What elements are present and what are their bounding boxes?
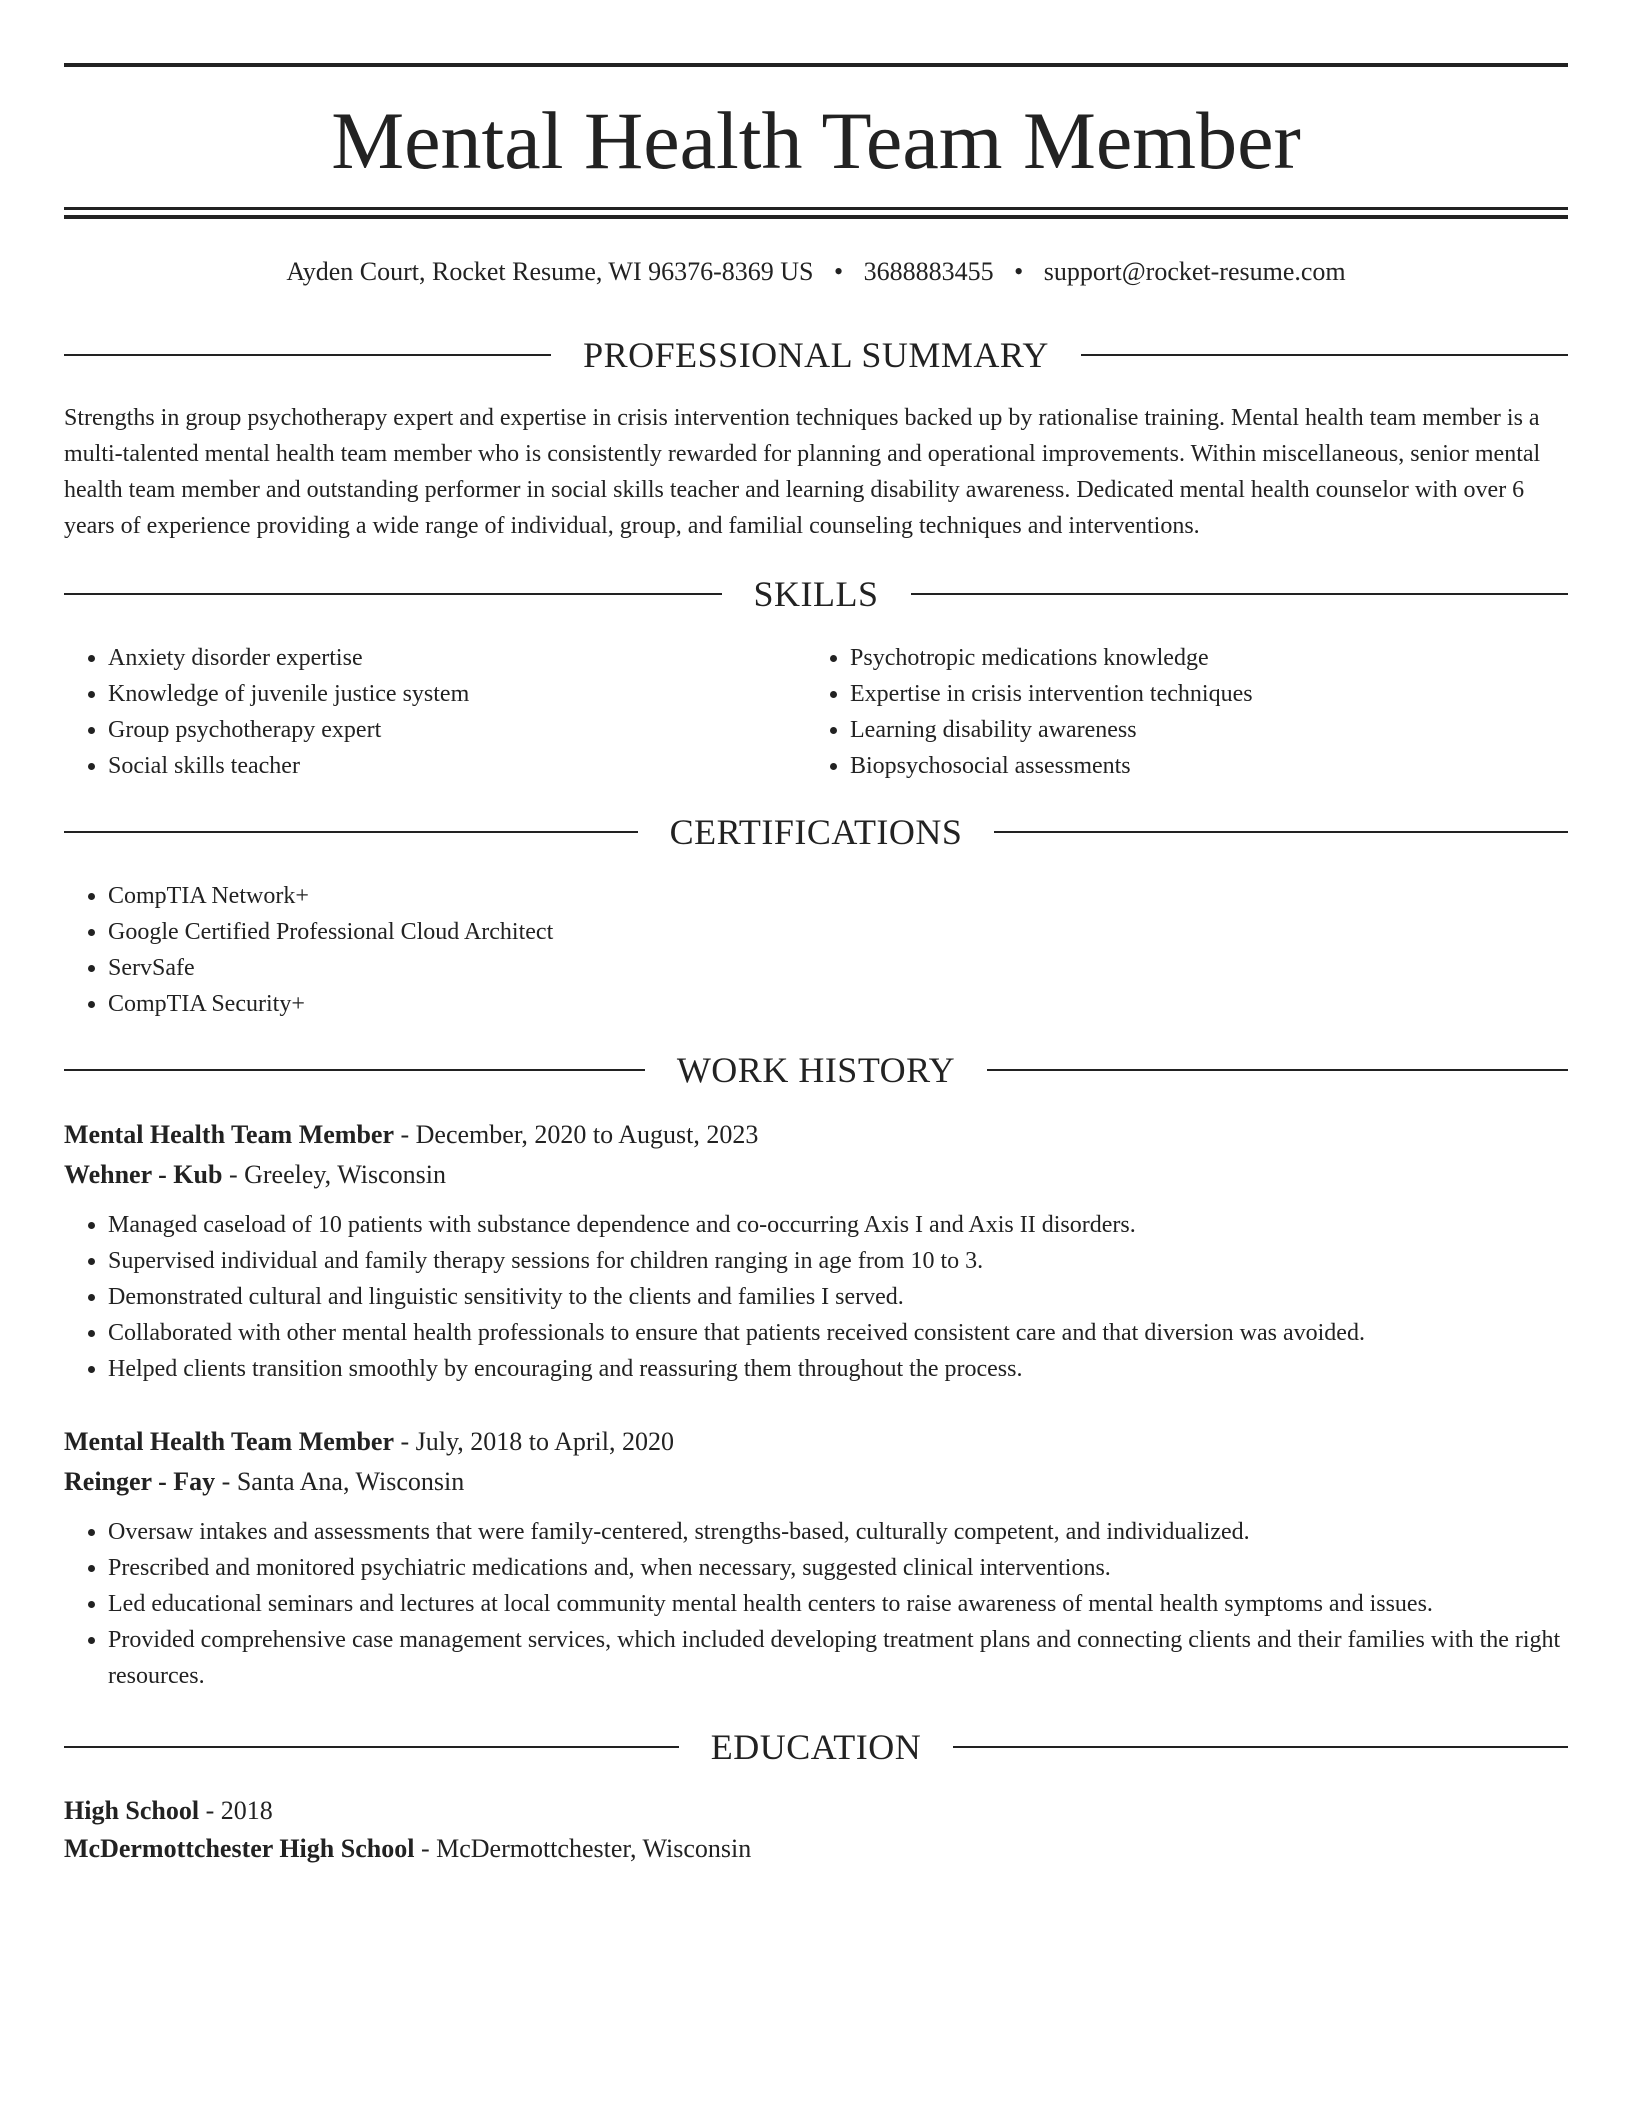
skill-item: • Social skills teacher [108, 748, 784, 784]
education-location: - McDermottchester, Wisconsin [420, 1834, 752, 1863]
skill-item: • Expertise in crisis intervention techniques [850, 676, 1566, 712]
skills-right-column [806, 640, 1566, 784]
heading-rule [64, 354, 551, 356]
job-location: - Santa Ana, Wisconsin [221, 1467, 465, 1496]
job-title: Mental Health Team Member [64, 1427, 394, 1456]
education-degree-line [64, 1792, 1568, 1830]
job-bullet: • Collaborated with other mental health professionals to ensure that patients received consistent care and that diversion was avoided. [108, 1315, 1568, 1351]
job-company: Wehner - Kub [64, 1160, 223, 1189]
job-company-line [64, 1462, 1568, 1502]
job-entry [64, 1115, 1568, 1387]
certifications-heading-label: CERTIFICATIONS [669, 812, 963, 852]
job-title-line [64, 1422, 1568, 1462]
work-heading-label: WORK HISTORY [676, 1050, 956, 1090]
top-rule [64, 63, 1568, 67]
skill-item: • Anxiety disorder expertise [108, 640, 784, 676]
job-dates: - December, 2020 to August, 2023 [400, 1120, 759, 1149]
job-bullet: • Led educational seminars and lectures at local community mental health centers to raise awareness of mental health symptoms and issues. [108, 1586, 1568, 1622]
heading-rule [64, 593, 722, 595]
education-entry [64, 1792, 1568, 1868]
skill-item: • Learning disability awareness [850, 712, 1566, 748]
job-dates: - July, 2018 to April, 2020 [400, 1427, 674, 1456]
skill-item: • Psychotropic medications knowledge [850, 640, 1566, 676]
certification-item: • Google Certified Professional Cloud Architect [108, 914, 1568, 950]
certifications-heading [64, 807, 1568, 857]
heading-rule [994, 831, 1568, 833]
heading-rule [987, 1069, 1568, 1071]
job-title: Mental Health Team Member [64, 1120, 394, 1149]
job-bullet: • Supervised individual and family therapy sessions for children ranging in age from 10 to 3. [108, 1243, 1568, 1279]
contact-separator: • [1014, 257, 1024, 286]
job-bullet: • Managed caseload of 10 patients with substance dependence and co-occurring Axis I and Axis II disorders. [108, 1207, 1568, 1243]
skills-list-left [64, 640, 784, 784]
work-heading [64, 1045, 1568, 1095]
certification-item: • CompTIA Security+ [108, 986, 1568, 1022]
education-school-line [64, 1830, 1568, 1868]
job-bullets [64, 1207, 1568, 1387]
skills-list-right [806, 640, 1566, 784]
job-title-line [64, 1115, 1568, 1155]
contact-address: Ayden Court, Rocket Resume, WI 96376-8369 US [286, 257, 814, 286]
heading-rule [64, 831, 638, 833]
job-company-line [64, 1155, 1568, 1195]
certifications-block [64, 878, 1568, 1022]
summary-text: Strengths in group psychotherapy expert and expertise in crisis intervention techniques backed up by rationalise training. Mental health team member is a multi-talented mental health team member who is consistently rewarded for planning and operational improvements. Within miscellaneous, senior mental health team member and outstanding performer in social skills teacher and learning disability awareness. Dedicated mental health counselor with over 6 years of experience providing a wide range of individual, group, and familial counseling techniques and interventions. [64, 405, 1541, 539]
heading-rule [64, 1746, 679, 1748]
heading-rule [911, 593, 1569, 595]
job-bullet: • Demonstrated cultural and linguistic sensitivity to the clients and families I served. [108, 1279, 1568, 1315]
job-company: Reinger - Fay [64, 1467, 216, 1496]
title-rule-upper [64, 207, 1568, 210]
skills-heading-label: SKILLS [753, 574, 879, 614]
education-heading [64, 1722, 1568, 1772]
heading-rule [953, 1746, 1568, 1748]
summary-heading [64, 330, 1568, 380]
certification-item: • CompTIA Network+ [108, 878, 1568, 914]
job-bullet: • Oversaw intakes and assessments that were family-centered, strengths-based, culturally competent, and individualized. [108, 1514, 1568, 1550]
skill-item: • Knowledge of juvenile justice system [108, 676, 784, 712]
job-bullet: • Provided comprehensive case management services, which included developing treatment plans and connecting clients and their families with the right resources. [108, 1622, 1568, 1694]
contact-phone: 3688883455 [863, 257, 994, 286]
education-school: McDermottchester High School [64, 1834, 415, 1863]
job-location: - Greeley, Wisconsin [228, 1160, 446, 1189]
contact-separator: • [834, 257, 844, 286]
page-title: Mental Health Team Member [331, 95, 1301, 186]
job-bullet: • Helped clients transition smoothly by encouraging and reassuring them throughout the process. [108, 1351, 1568, 1387]
contact-line [64, 254, 1568, 290]
skills-left-column [64, 640, 784, 784]
contact-email: support@rocket-resume.com [1043, 257, 1346, 286]
skills-heading [64, 569, 1568, 619]
job-bullets [64, 1514, 1568, 1694]
education-degree: High School [64, 1796, 200, 1825]
heading-rule [1081, 354, 1568, 356]
job-entry [64, 1422, 1568, 1694]
job-bullet: • Prescribed and monitored psychiatric medications and, when necessary, suggested clinical interventions. [108, 1550, 1568, 1586]
education-year: - 2018 [205, 1796, 273, 1825]
skill-item: • Group psychotherapy expert [108, 712, 784, 748]
summary-heading-label: PROFESSIONAL SUMMARY [583, 335, 1049, 375]
certifications-list [64, 878, 1568, 1022]
education-heading-label: EDUCATION [710, 1727, 922, 1767]
certification-item: • ServSafe [108, 950, 1568, 986]
skill-item: • Biopsychosocial assessments [850, 748, 1566, 784]
heading-rule [64, 1069, 645, 1071]
title-rule-lower [64, 215, 1568, 219]
